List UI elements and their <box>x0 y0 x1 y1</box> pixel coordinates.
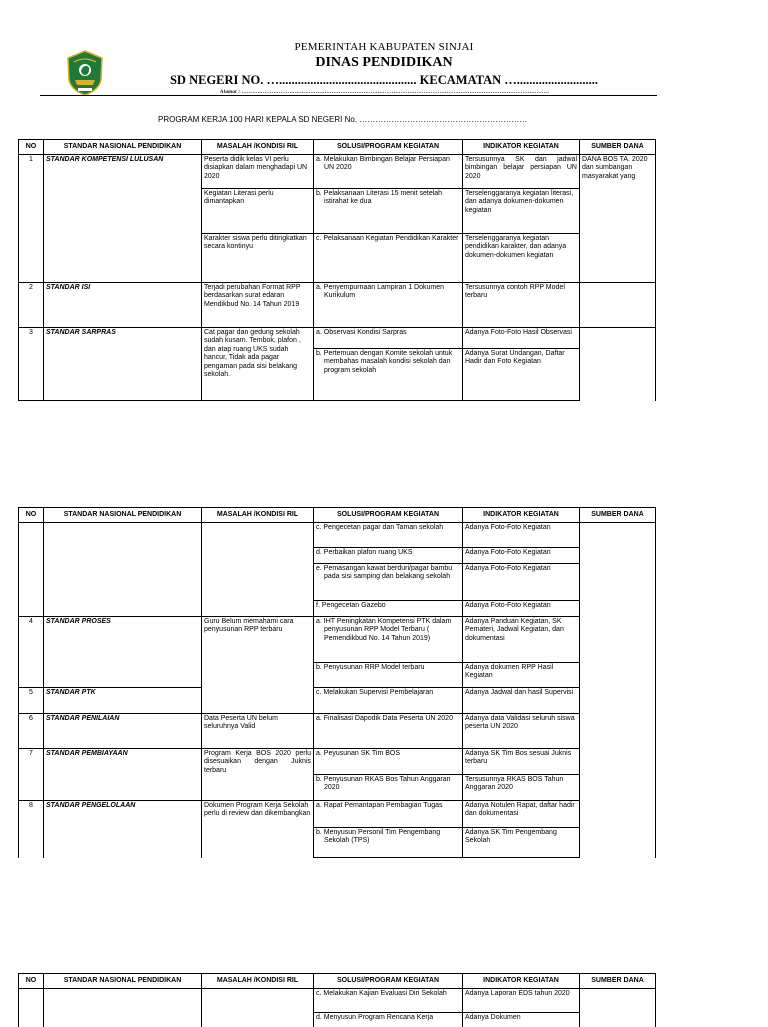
solution-cell: d. Perbaikan plafon ruang UKS <box>314 548 463 564</box>
col-sumber: SUMBER DANA <box>580 140 656 155</box>
row-number: 1 <box>19 155 44 189</box>
table-row <box>19 328 656 349</box>
condition-cell: Karakter siswa perlu ditingkatkan secara kontinyu <box>202 234 314 283</box>
solution-cell: a. Penyempurnaan Lampiran 1 Dokumen Kurikulum <box>314 283 463 328</box>
col-indikator: INDIKATOR KEGIATAN <box>463 508 580 523</box>
col-sumber: SUMBER DANA <box>580 508 656 523</box>
indicator-cell: Adanya dokumen RPP Hasil Kegiatan <box>463 663 580 688</box>
row-number: 8 <box>19 801 44 858</box>
col-no: NO <box>19 508 44 523</box>
row-number: 4 <box>19 617 44 688</box>
indicator-cell: Adanya Foto-Foto Kegiatan <box>463 601 580 617</box>
table-row <box>19 234 656 283</box>
solution-cell: a. IHT Peningkatan Kompetensi PTK dalam penyusunan RPP Model Terbaru ( Pemendikbud No. 14 Tahun 2019) <box>314 617 463 663</box>
table-row <box>19 801 656 828</box>
indicator-cell: Adanya Foto-Foto Hasil Observasi <box>463 328 580 349</box>
government-title: PEMERINTAH KABUPATEN SINJAI <box>294 41 474 53</box>
indicator-cell: Tersusunnya SK dan jadwal bimbingan belajar persiapan UN 2020 <box>463 155 580 189</box>
standard-name: STANDAR PTK <box>44 688 202 714</box>
solution-cell: b. Penyusunan RKAS Bos Tahun Anggaran 2020 <box>314 775 463 801</box>
col-standar: STANDAR NASIONAL PENDIDIKAN <box>44 140 202 155</box>
funding-source: DANA BOS TA. 2020 dan sumbangan masyarakat yang <box>580 155 656 189</box>
table-row <box>19 617 656 663</box>
col-solusi: SOLUSI/PROGRAM KEGIATAN <box>314 974 463 989</box>
solution-cell: a. Observasi Kondisi Sarpras <box>314 328 463 349</box>
standard-name: STANDAR PENGELOLAAN <box>44 801 202 858</box>
condition-cell: Terjadi perubahan Format RPP berdasarkan surat edaran Mendikbud No. 14 Tahun 2019 <box>202 283 314 328</box>
col-solusi: SOLUSI/PROGRAM KEGIATAN <box>314 140 463 155</box>
indicator-cell: Adanya Foto-Foto Kegiatan <box>463 523 580 548</box>
condition-cell: Peserta didik kelas VI perlu disiapkan dalam menghadapi UN 2020 <box>202 155 314 189</box>
solution-cell: b. Menyusun Personil Tim Pengembang Sekolah (TPS) <box>314 828 463 858</box>
table-row <box>19 688 656 714</box>
indicator-cell: Adanya Foto-Foto Kegiatan <box>463 548 580 564</box>
indicator-cell: Adanya Dokumen <box>463 1013 580 1027</box>
col-masalah: MASALAH /KONDISI RIL <box>202 974 314 989</box>
solution-cell: c. Pengecetan pagar dan Taman sekolah <box>314 523 463 548</box>
solution-cell: a. Finalisasi Dapodik Data Peserta UN 2020 <box>314 714 463 749</box>
standard-name: STANDAR KOMPETENSI LULUSAN <box>44 155 202 189</box>
letterhead <box>0 0 768 100</box>
col-standar: STANDAR NASIONAL PENDIDIKAN <box>44 508 202 523</box>
row-number: 7 <box>19 749 44 801</box>
condition-cell: Program Kerja BOS 2020 perlu disesuaikan dengan Juknis terbaru <box>202 749 314 801</box>
table-header-row <box>19 508 656 523</box>
col-indikator: INDIKATOR KEGIATAN <box>463 140 580 155</box>
school-line: SD NEGERI NO. …............................................ KECAMATAN ….......................... <box>169 73 599 87</box>
solution-cell: b. Penyusunan RRP Model terbaru <box>314 663 463 688</box>
table-row <box>19 189 656 234</box>
solution-cell: c. Melakukan Kajian Evaluasi Diri Sekolah <box>314 989 463 1013</box>
condition-cell: Cat pagar dan gedung sekolah sudah kusam. Tembok, plafon , dan atap ruang UKS sudah hancur, Tidak ada pagar pengaman pada sisi belakang sekolah. <box>202 328 314 401</box>
solution-cell: a. Rapat Pemantapan Pembagian Tugas <box>314 801 463 828</box>
solution-cell: a. Peyusunan SK Tim BOS <box>314 749 463 775</box>
condition-cell: Kegiatan Literasi perlu dimantapkan <box>202 189 314 234</box>
solution-cell: c. Melakukan Supervisi Pembelajaran <box>314 688 463 714</box>
solution-cell: c. Pelaksanaan Kegiatan Pendidikan Karakter <box>314 234 463 283</box>
table-row <box>19 989 656 1013</box>
program-table-page-2 <box>18 507 656 858</box>
indicator-cell: Adanya Surat Undangan, Daftar Hadir dan Foto Kegiatan <box>463 349 580 401</box>
indicator-cell: Adanya Jadwal dan hasil Supervisi <box>463 688 580 714</box>
indicator-cell: Adanya Foto-Foto Kegiatan <box>463 564 580 601</box>
solution-cell: b. Pertemuan dengan Komite sekolah untuk membahas masalah kondisi sekolah dan program sekolah <box>314 349 463 401</box>
col-masalah: MASALAH /KONDISI RIL <box>202 508 314 523</box>
table-row <box>19 523 656 548</box>
row-number: 2 <box>19 283 44 328</box>
letterhead-rule <box>40 95 657 96</box>
indicator-cell: Tersusunnya RKAS BOS Tahun Anggaran 2020 <box>463 775 580 801</box>
standard-name: STANDAR PEMBIAYAAN <box>44 749 202 801</box>
program-table-page-1 <box>18 139 656 401</box>
standard-name: STANDAR PENILAIAN <box>44 714 202 749</box>
indicator-cell: Adanya Panduan Kegiatan, SK Pemateri, Jadwal Kegiatan, dan dokumentasi <box>463 617 580 663</box>
address-line: Alamat : ………………………………………………………………………………………………………………………………………………………… <box>220 90 550 95</box>
program-table-page-3 <box>18 973 656 1027</box>
indicator-cell: Adanya data Validasi seluruh siswa peserta UN 2020 <box>463 714 580 749</box>
table-header-row <box>19 140 656 155</box>
col-masalah: MASALAH /KONDISI RIL <box>202 140 314 155</box>
solution-cell: a. Melakukan Bimbingan Belajar Persiapan UN 2020 <box>314 155 463 189</box>
solution-cell: d. Menyusun Program Rencana Kerja <box>314 1013 463 1027</box>
condition-cell: Data Peserta UN belum seluruhnya Valid <box>202 714 314 749</box>
table-row <box>19 749 656 775</box>
table-header-row <box>19 974 656 989</box>
indicator-cell: Adanya SK Tim Bos sesuai Juknis terbaru <box>463 749 580 775</box>
row-number: 6 <box>19 714 44 749</box>
department-title: DINAS PENDIDIKAN <box>315 55 453 70</box>
program-title: PROGRAM KERJA 100 HARI KEPALA SD NEGERI No. ……………………………………………………… <box>158 115 528 124</box>
indicator-cell: Tersusunnya contoh RPP Model terbaru <box>463 283 580 328</box>
table-row <box>19 155 656 189</box>
row-number: 3 <box>19 328 44 401</box>
indicator-cell: Adanya Notulen Rapat, daftar hadir dan dokumentasi <box>463 801 580 828</box>
solution-cell: b. Pelaksanaan Literasi 15 menit setelah istirahat ke dua <box>314 189 463 234</box>
col-indikator: INDIKATOR KEGIATAN <box>463 974 580 989</box>
col-no: NO <box>19 974 44 989</box>
col-sumber: SUMBER DANA <box>580 974 656 989</box>
row-number: 5 <box>19 688 44 714</box>
solution-cell: f. Pengecetan Gazebo <box>314 601 463 617</box>
col-no: NO <box>19 140 44 155</box>
standard-name: STANDAR ISI <box>44 283 202 328</box>
table-row <box>19 283 656 328</box>
solution-cell: e. Pemasangan kawat berduri/pagar bambu pada sisi samping dan belakang sekolah <box>314 564 463 601</box>
indicator-cell: Terselenggaranya kegiatan pendidikan karakter, dan adanya dokumen-dokumen kegiatan <box>463 234 580 283</box>
indicator-cell: Adanya Laporan EDS tahun 2020 <box>463 989 580 1013</box>
indicator-cell: Adanya SK Tim Pengembang Sekolah <box>463 828 580 858</box>
condition-cell: Guru Belum memahami cara penyusunan RPP terbaru <box>202 617 314 714</box>
standard-name: STANDAR SARPRAS <box>44 328 202 401</box>
indicator-cell: Terselenggaranya kegiatan literasi, dan adanya dokumen-dokumen kegiatan <box>463 189 580 234</box>
table-row <box>19 714 656 749</box>
condition-cell: Dokumen Program Kerja Sekolah perlu di review dan dikembangkan <box>202 801 314 858</box>
standard-name: STANDAR PROSES <box>44 617 202 688</box>
col-standar: STANDAR NASIONAL PENDIDIKAN <box>44 974 202 989</box>
col-solusi: SOLUSI/PROGRAM KEGIATAN <box>314 508 463 523</box>
